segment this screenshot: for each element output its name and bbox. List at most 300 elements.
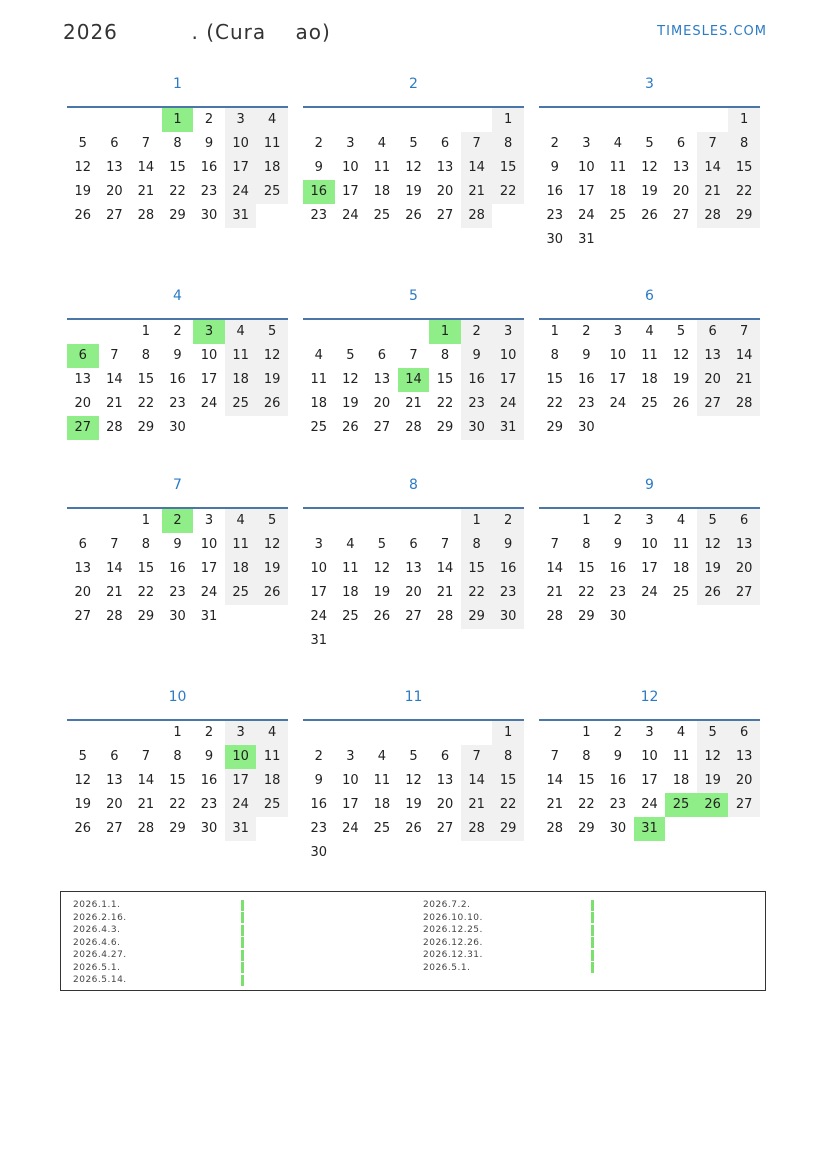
day-cell[interactable]: 7 xyxy=(550,537,559,552)
day-cell[interactable]: 23 xyxy=(200,184,218,199)
day-cell[interactable]: 15 xyxy=(137,561,155,576)
day-cell[interactable]: 29 xyxy=(578,609,595,624)
day-cell[interactable]: 11 xyxy=(256,132,288,156)
day-cell[interactable]: 4 xyxy=(256,108,288,132)
day-cell[interactable]: 30 xyxy=(609,821,627,836)
day-cell[interactable]: 6 xyxy=(78,537,87,552)
site-brand[interactable]: TIMESLES.COM xyxy=(657,24,767,39)
day-cell[interactable]: 27 xyxy=(672,208,690,223)
day-cell[interactable]: 14 xyxy=(697,156,729,180)
day-cell[interactable]: 20 xyxy=(74,585,92,600)
day-cell[interactable]: 22 xyxy=(169,797,186,812)
day-cell[interactable]: 3 xyxy=(204,513,214,528)
day-cell[interactable]: 11 xyxy=(373,773,391,788)
day-cell[interactable]: 10 xyxy=(200,537,218,552)
day-cell[interactable]: 19 xyxy=(641,184,658,199)
day-cell[interactable]: 8 xyxy=(440,348,450,363)
day-cell[interactable]: 9 xyxy=(582,348,591,363)
day-cell[interactable]: 12 xyxy=(256,533,288,557)
day-cell[interactable]: 24 xyxy=(310,609,328,624)
day-cell[interactable]: 21 xyxy=(697,180,729,204)
day-cell[interactable]: 13 xyxy=(728,533,760,557)
day-cell[interactable]: 12 xyxy=(373,561,391,576)
day-cell[interactable]: 1 xyxy=(582,513,591,528)
day-cell[interactable]: 27 xyxy=(74,609,92,624)
day-cell[interactable]: 21 xyxy=(106,396,123,411)
day-cell[interactable]: 16 xyxy=(578,372,595,387)
holiday-day-cell[interactable]: 3 xyxy=(193,320,225,344)
day-cell[interactable]: 4 xyxy=(225,320,257,344)
day-cell[interactable]: 26 xyxy=(256,581,288,605)
day-cell[interactable]: 5 xyxy=(697,509,729,533)
day-cell[interactable]: 22 xyxy=(436,396,454,411)
day-cell[interactable]: 13 xyxy=(373,372,391,387)
day-cell[interactable]: 24 xyxy=(492,392,524,416)
day-cell[interactable]: 12 xyxy=(256,344,288,368)
day-cell[interactable]: 28 xyxy=(106,420,123,435)
day-cell[interactable]: 17 xyxy=(200,372,218,387)
day-cell[interactable]: 26 xyxy=(641,208,658,223)
day-cell[interactable]: 7 xyxy=(461,745,493,769)
day-cell[interactable]: 24 xyxy=(225,793,257,817)
day-cell[interactable]: 9 xyxy=(550,160,559,175)
day-cell[interactable]: 30 xyxy=(609,609,627,624)
day-cell[interactable]: 23 xyxy=(578,396,595,411)
day-cell[interactable]: 2 xyxy=(204,112,214,127)
day-cell[interactable]: 25 xyxy=(256,180,288,204)
day-cell[interactable]: 9 xyxy=(173,348,182,363)
day-cell[interactable]: 17 xyxy=(225,769,257,793)
day-cell[interactable]: 10 xyxy=(609,348,627,363)
day-cell[interactable]: 19 xyxy=(405,797,422,812)
day-cell[interactable]: 22 xyxy=(137,585,155,600)
day-cell[interactable]: 22 xyxy=(461,581,493,605)
day-cell[interactable]: 20 xyxy=(672,184,690,199)
day-cell[interactable]: 1 xyxy=(492,721,524,745)
day-cell[interactable]: 24 xyxy=(609,396,627,411)
day-cell[interactable]: 14 xyxy=(137,773,155,788)
day-cell[interactable]: 16 xyxy=(546,184,564,199)
day-cell[interactable]: 30 xyxy=(169,609,186,624)
day-cell[interactable]: 17 xyxy=(492,368,524,392)
day-cell[interactable]: 9 xyxy=(314,160,323,175)
day-cell[interactable]: 5 xyxy=(346,348,355,363)
day-cell[interactable]: 31 xyxy=(310,633,328,648)
day-cell[interactable]: 16 xyxy=(492,557,524,581)
day-cell[interactable]: 19 xyxy=(697,557,729,581)
day-cell[interactable]: 3 xyxy=(645,725,654,740)
day-cell[interactable]: 23 xyxy=(609,797,627,812)
day-cell[interactable]: 7 xyxy=(409,348,418,363)
day-cell[interactable]: 13 xyxy=(74,561,92,576)
day-cell[interactable]: 29 xyxy=(728,204,760,228)
day-cell[interactable]: 6 xyxy=(728,509,760,533)
day-cell[interactable]: 13 xyxy=(74,372,92,387)
day-cell[interactable]: 12 xyxy=(697,533,729,557)
day-cell[interactable]: 2 xyxy=(582,324,591,339)
day-cell[interactable]: 1 xyxy=(141,324,151,339)
day-cell[interactable]: 28 xyxy=(106,609,123,624)
day-cell[interactable]: 24 xyxy=(641,797,658,812)
day-cell[interactable]: 30 xyxy=(310,845,328,860)
day-cell[interactable]: 10 xyxy=(200,348,218,363)
day-cell[interactable]: 21 xyxy=(405,396,422,411)
day-cell[interactable]: 14 xyxy=(728,344,760,368)
holiday-day-cell[interactable]: 16 xyxy=(303,180,335,204)
day-cell[interactable]: 8 xyxy=(173,136,182,151)
day-cell[interactable]: 27 xyxy=(106,821,123,836)
day-cell[interactable]: 1 xyxy=(173,725,182,740)
day-cell[interactable]: 22 xyxy=(169,184,186,199)
day-cell[interactable]: 28 xyxy=(436,609,454,624)
day-cell[interactable]: 9 xyxy=(204,136,214,151)
day-cell[interactable]: 11 xyxy=(225,533,257,557)
day-cell[interactable]: 24 xyxy=(342,821,359,836)
day-cell[interactable]: 3 xyxy=(582,136,591,151)
day-cell[interactable]: 14 xyxy=(106,561,123,576)
day-cell[interactable]: 3 xyxy=(645,513,654,528)
day-cell[interactable]: 14 xyxy=(137,160,155,175)
holiday-day-cell[interactable]: 14 xyxy=(398,368,430,392)
day-cell[interactable]: 11 xyxy=(342,561,359,576)
day-cell[interactable]: 10 xyxy=(342,773,359,788)
day-cell[interactable]: 1 xyxy=(461,509,493,533)
day-cell[interactable]: 27 xyxy=(436,208,454,223)
day-cell[interactable]: 11 xyxy=(641,348,658,363)
day-cell[interactable]: 29 xyxy=(461,605,493,629)
day-cell[interactable]: 2 xyxy=(613,725,623,740)
day-cell[interactable]: 30 xyxy=(492,605,524,629)
day-cell[interactable]: 18 xyxy=(373,184,391,199)
day-cell[interactable]: 3 xyxy=(314,537,323,552)
day-cell[interactable]: 8 xyxy=(492,745,524,769)
day-cell[interactable]: 4 xyxy=(613,136,623,151)
day-cell[interactable]: 14 xyxy=(106,372,123,387)
day-cell[interactable]: 13 xyxy=(672,160,690,175)
day-cell[interactable]: 20 xyxy=(405,585,422,600)
day-cell[interactable]: 31 xyxy=(492,416,524,440)
day-cell[interactable]: 17 xyxy=(641,561,658,576)
day-cell[interactable]: 4 xyxy=(676,513,686,528)
day-cell[interactable]: 19 xyxy=(342,396,359,411)
day-cell[interactable]: 22 xyxy=(492,180,524,204)
day-cell[interactable]: 29 xyxy=(137,609,155,624)
day-cell[interactable]: 30 xyxy=(461,416,493,440)
day-cell[interactable]: 29 xyxy=(169,208,186,223)
day-cell[interactable]: 20 xyxy=(106,797,123,812)
day-cell[interactable]: 29 xyxy=(137,420,155,435)
day-cell[interactable]: 16 xyxy=(609,773,627,788)
day-cell[interactable]: 16 xyxy=(609,561,627,576)
day-cell[interactable]: 9 xyxy=(492,533,524,557)
day-cell[interactable]: 30 xyxy=(546,232,564,247)
day-cell[interactable]: 7 xyxy=(141,136,151,151)
day-cell[interactable]: 22 xyxy=(578,797,595,812)
holiday-day-cell[interactable]: 1 xyxy=(429,320,461,344)
day-cell[interactable]: 28 xyxy=(461,204,493,228)
day-cell[interactable]: 25 xyxy=(373,208,391,223)
day-cell[interactable]: 22 xyxy=(137,396,155,411)
day-cell[interactable]: 19 xyxy=(74,797,92,812)
day-cell[interactable]: 1 xyxy=(728,108,760,132)
day-cell[interactable]: 16 xyxy=(169,561,186,576)
day-cell[interactable]: 5 xyxy=(377,537,387,552)
day-cell[interactable]: 11 xyxy=(373,160,391,175)
day-cell[interactable]: 3 xyxy=(225,108,257,132)
day-cell[interactable]: 25 xyxy=(225,392,257,416)
day-cell[interactable]: 21 xyxy=(728,368,760,392)
day-cell[interactable]: 19 xyxy=(256,368,288,392)
holiday-day-cell[interactable]: 6 xyxy=(67,344,99,368)
day-cell[interactable]: 29 xyxy=(578,821,595,836)
day-cell[interactable]: 13 xyxy=(728,745,760,769)
day-cell[interactable]: 23 xyxy=(169,585,186,600)
day-cell[interactable]: 28 xyxy=(137,208,155,223)
day-cell[interactable]: 26 xyxy=(373,609,391,624)
day-cell[interactable]: 15 xyxy=(578,773,595,788)
day-cell[interactable]: 23 xyxy=(169,396,186,411)
day-cell[interactable]: 6 xyxy=(676,136,686,151)
holiday-day-cell[interactable]: 27 xyxy=(67,416,99,440)
day-cell[interactable]: 26 xyxy=(405,821,422,836)
day-cell[interactable]: 7 xyxy=(728,320,760,344)
day-cell[interactable]: 31 xyxy=(225,817,257,841)
day-cell[interactable]: 27 xyxy=(436,821,454,836)
day-cell[interactable]: 16 xyxy=(461,368,493,392)
day-cell[interactable]: 16 xyxy=(200,160,218,175)
day-cell[interactable]: 6 xyxy=(728,721,760,745)
day-cell[interactable]: 15 xyxy=(578,561,595,576)
day-cell[interactable]: 3 xyxy=(346,136,355,151)
day-cell[interactable]: 15 xyxy=(546,372,564,387)
day-cell[interactable]: 12 xyxy=(405,773,422,788)
holiday-day-cell[interactable]: 26 xyxy=(697,793,729,817)
day-cell[interactable]: 19 xyxy=(697,769,729,793)
day-cell[interactable]: 6 xyxy=(110,136,119,151)
day-cell[interactable]: 24 xyxy=(200,396,218,411)
day-cell[interactable]: 16 xyxy=(310,797,328,812)
day-cell[interactable]: 17 xyxy=(310,585,328,600)
day-cell[interactable]: 24 xyxy=(225,180,257,204)
day-cell[interactable]: 17 xyxy=(342,797,359,812)
day-cell[interactable]: 24 xyxy=(200,585,218,600)
day-cell[interactable]: 5 xyxy=(645,136,654,151)
day-cell[interactable]: 27 xyxy=(728,793,760,817)
day-cell[interactable]: 9 xyxy=(613,537,623,552)
holiday-day-cell[interactable]: 31 xyxy=(634,817,666,841)
day-cell[interactable]: 15 xyxy=(137,372,155,387)
day-cell[interactable]: 8 xyxy=(492,132,524,156)
day-cell[interactable]: 12 xyxy=(405,160,422,175)
day-cell[interactable]: 29 xyxy=(492,817,524,841)
day-cell[interactable]: 1 xyxy=(550,324,559,339)
day-cell[interactable]: 16 xyxy=(200,773,218,788)
day-cell[interactable]: 9 xyxy=(314,773,323,788)
day-cell[interactable]: 5 xyxy=(697,721,729,745)
day-cell[interactable]: 23 xyxy=(200,797,218,812)
day-cell[interactable]: 1 xyxy=(141,513,151,528)
day-cell[interactable]: 12 xyxy=(672,348,690,363)
day-cell[interactable]: 1 xyxy=(492,108,524,132)
day-cell[interactable]: 21 xyxy=(436,585,454,600)
day-cell[interactable]: 4 xyxy=(676,725,686,740)
day-cell[interactable]: 8 xyxy=(141,348,151,363)
day-cell[interactable]: 22 xyxy=(546,396,564,411)
day-cell[interactable]: 8 xyxy=(582,537,591,552)
day-cell[interactable]: 20 xyxy=(74,396,92,411)
day-cell[interactable]: 20 xyxy=(373,396,391,411)
day-cell[interactable]: 13 xyxy=(405,561,422,576)
day-cell[interactable]: 10 xyxy=(492,344,524,368)
day-cell[interactable]: 12 xyxy=(74,160,92,175)
holiday-day-cell[interactable]: 2 xyxy=(162,509,194,533)
day-cell[interactable]: 4 xyxy=(645,324,654,339)
day-cell[interactable]: 14 xyxy=(461,769,493,793)
day-cell[interactable]: 20 xyxy=(728,769,760,793)
day-cell[interactable]: 8 xyxy=(728,132,760,156)
day-cell[interactable]: 31 xyxy=(578,232,595,247)
day-cell[interactable]: 23 xyxy=(461,392,493,416)
day-cell[interactable]: 10 xyxy=(342,160,359,175)
day-cell[interactable]: 18 xyxy=(256,156,288,180)
day-cell[interactable]: 8 xyxy=(550,348,559,363)
day-cell[interactable]: 12 xyxy=(342,372,359,387)
day-cell[interactable]: 25 xyxy=(672,585,690,600)
day-cell[interactable]: 30 xyxy=(200,208,218,223)
day-cell[interactable]: 21 xyxy=(106,585,123,600)
day-cell[interactable]: 28 xyxy=(728,392,760,416)
day-cell[interactable]: 13 xyxy=(106,773,123,788)
day-cell[interactable]: 17 xyxy=(641,773,658,788)
day-cell[interactable]: 23 xyxy=(310,821,328,836)
day-cell[interactable]: 22 xyxy=(728,180,760,204)
day-cell[interactable]: 2 xyxy=(314,749,323,764)
day-cell[interactable]: 14 xyxy=(546,561,564,576)
day-cell[interactable]: 17 xyxy=(609,372,627,387)
day-cell[interactable]: 8 xyxy=(141,537,151,552)
day-cell[interactable]: 5 xyxy=(256,509,288,533)
day-cell[interactable]: 4 xyxy=(314,348,323,363)
day-cell[interactable]: 30 xyxy=(169,420,186,435)
day-cell[interactable]: 27 xyxy=(405,609,422,624)
day-cell[interactable]: 5 xyxy=(409,749,418,764)
day-cell[interactable]: 2 xyxy=(492,509,524,533)
day-cell[interactable]: 19 xyxy=(256,557,288,581)
day-cell[interactable]: 6 xyxy=(440,749,450,764)
day-cell[interactable]: 23 xyxy=(310,208,328,223)
day-cell[interactable]: 15 xyxy=(169,773,186,788)
day-cell[interactable]: 18 xyxy=(225,368,257,392)
day-cell[interactable]: 10 xyxy=(310,561,328,576)
day-cell[interactable]: 24 xyxy=(641,585,658,600)
day-cell[interactable]: 21 xyxy=(137,184,155,199)
day-cell[interactable]: 18 xyxy=(373,797,391,812)
day-cell[interactable]: 27 xyxy=(728,581,760,605)
day-cell[interactable]: 27 xyxy=(697,392,729,416)
day-cell[interactable]: 2 xyxy=(314,136,323,151)
day-cell[interactable]: 25 xyxy=(609,208,627,223)
day-cell[interactable]: 21 xyxy=(546,797,564,812)
day-cell[interactable]: 18 xyxy=(609,184,627,199)
day-cell[interactable]: 23 xyxy=(492,581,524,605)
day-cell[interactable]: 15 xyxy=(492,769,524,793)
day-cell[interactable]: 2 xyxy=(204,725,214,740)
day-cell[interactable]: 11 xyxy=(672,749,690,764)
day-cell[interactable]: 17 xyxy=(342,184,359,199)
day-cell[interactable]: 7 xyxy=(440,537,450,552)
day-cell[interactable]: 4 xyxy=(256,721,288,745)
day-cell[interactable]: 17 xyxy=(578,184,595,199)
day-cell[interactable]: 13 xyxy=(106,160,123,175)
day-cell[interactable]: 17 xyxy=(200,561,218,576)
day-cell[interactable]: 3 xyxy=(225,721,257,745)
day-cell[interactable]: 28 xyxy=(405,420,422,435)
holiday-day-cell[interactable]: 10 xyxy=(225,745,257,769)
day-cell[interactable]: 6 xyxy=(440,136,450,151)
day-cell[interactable]: 23 xyxy=(609,585,627,600)
day-cell[interactable]: 19 xyxy=(74,184,92,199)
day-cell[interactable]: 12 xyxy=(641,160,658,175)
day-cell[interactable]: 28 xyxy=(697,204,729,228)
day-cell[interactable]: 18 xyxy=(310,396,328,411)
day-cell[interactable]: 2 xyxy=(461,320,493,344)
day-cell[interactable]: 29 xyxy=(546,420,564,435)
day-cell[interactable]: 25 xyxy=(310,420,328,435)
day-cell[interactable]: 20 xyxy=(106,184,123,199)
day-cell[interactable]: 20 xyxy=(728,557,760,581)
day-cell[interactable]: 14 xyxy=(461,156,493,180)
day-cell[interactable]: 5 xyxy=(676,324,686,339)
day-cell[interactable]: 18 xyxy=(672,561,690,576)
day-cell[interactable]: 14 xyxy=(546,773,564,788)
day-cell[interactable]: 25 xyxy=(641,396,658,411)
day-cell[interactable]: 11 xyxy=(609,160,627,175)
day-cell[interactable]: 7 xyxy=(461,132,493,156)
day-cell[interactable]: 19 xyxy=(672,372,690,387)
day-cell[interactable]: 7 xyxy=(550,749,559,764)
day-cell[interactable]: 27 xyxy=(373,420,391,435)
day-cell[interactable]: 10 xyxy=(641,749,658,764)
day-cell[interactable]: 9 xyxy=(173,537,182,552)
day-cell[interactable]: 20 xyxy=(436,797,454,812)
day-cell[interactable]: 3 xyxy=(492,320,524,344)
day-cell[interactable]: 8 xyxy=(582,749,591,764)
day-cell[interactable]: 7 xyxy=(110,537,119,552)
day-cell[interactable]: 27 xyxy=(106,208,123,223)
day-cell[interactable]: 20 xyxy=(436,184,454,199)
holiday-day-cell[interactable]: 25 xyxy=(665,793,697,817)
day-cell[interactable]: 4 xyxy=(377,749,387,764)
day-cell[interactable]: 16 xyxy=(169,372,186,387)
day-cell[interactable]: 31 xyxy=(200,609,218,624)
day-cell[interactable]: 12 xyxy=(74,773,92,788)
day-cell[interactable]: 10 xyxy=(641,537,658,552)
day-cell[interactable]: 29 xyxy=(169,821,186,836)
day-cell[interactable]: 7 xyxy=(110,348,119,363)
day-cell[interactable]: 8 xyxy=(461,533,493,557)
day-cell[interactable]: 3 xyxy=(346,749,355,764)
day-cell[interactable]: 18 xyxy=(256,769,288,793)
day-cell[interactable]: 11 xyxy=(310,372,328,387)
day-cell[interactable]: 26 xyxy=(256,392,288,416)
day-cell[interactable]: 7 xyxy=(141,749,151,764)
day-cell[interactable]: 30 xyxy=(578,420,595,435)
day-cell[interactable]: 24 xyxy=(342,208,359,223)
day-cell[interactable]: 28 xyxy=(546,609,564,624)
day-cell[interactable]: 15 xyxy=(728,156,760,180)
day-cell[interactable]: 18 xyxy=(672,773,690,788)
day-cell[interactable]: 28 xyxy=(546,821,564,836)
